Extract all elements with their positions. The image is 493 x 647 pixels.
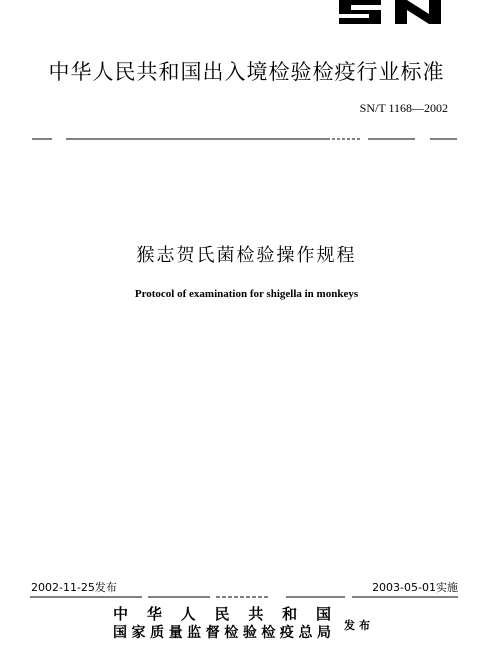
issue-date: 2002-11-25发布 xyxy=(31,581,117,594)
implementation-date: 2003-05-01实施 xyxy=(372,581,458,594)
issuer-country: 中华人民共和国 xyxy=(113,605,331,623)
sn-logo xyxy=(337,0,443,24)
document-title-english: Protocol of examination for shigella in monkeys xyxy=(134,288,359,300)
footer-rule xyxy=(30,595,458,599)
industry-standard-title: 中华人民共和国出入境检验检疫行业标准 xyxy=(48,60,445,84)
header-rule xyxy=(30,136,458,142)
issuer-agency: 国家质量监督检验检疫总局 xyxy=(113,625,331,641)
standard-number: SN/T 1168—2002 xyxy=(359,101,448,115)
document-title-chinese: 猴志贺氏菌检验操作规程 xyxy=(136,245,357,266)
publish-label: 发布 xyxy=(344,619,374,632)
